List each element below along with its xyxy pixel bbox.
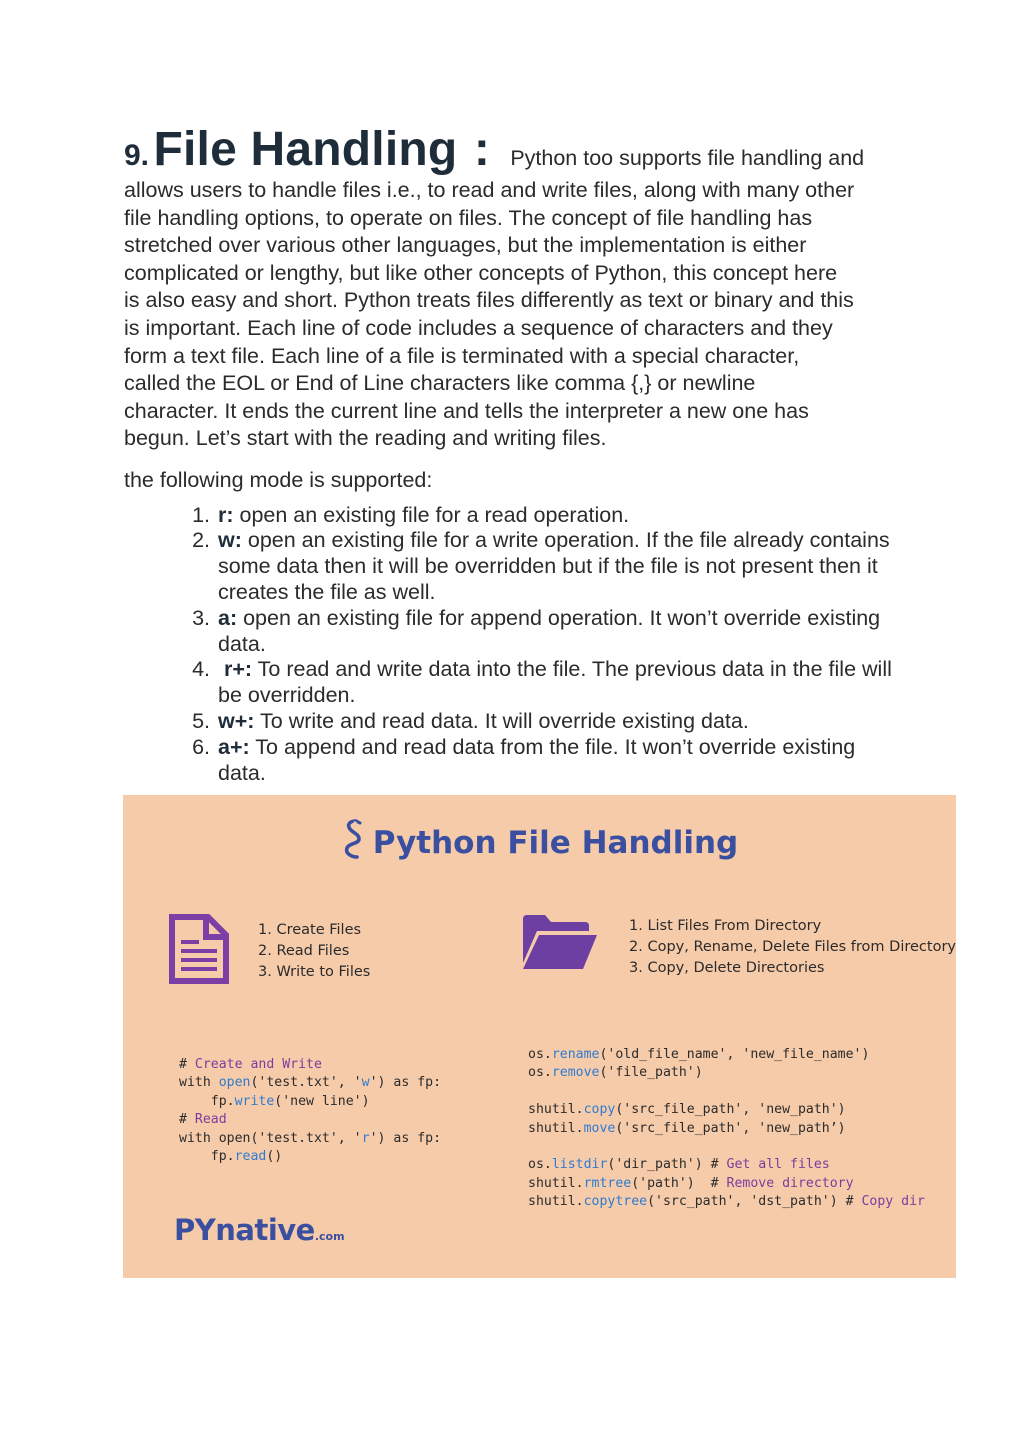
mode-key: r: <box>218 502 234 527</box>
list-item: 2. Copy, Rename, Delete Files from Directory <box>629 939 956 955</box>
python-logo-icon <box>341 817 365 869</box>
mode-description: open an existing file for append operation. It won’t override existing data. <box>218 605 881 656</box>
mode-key: r+: <box>218 657 253 682</box>
body-paragraph <box>124 177 904 453</box>
directory-features-list <box>629 916 956 979</box>
mode-description: To read and write data into the file. The previous data in the file will be overridden. <box>218 657 892 708</box>
paragraph-line: is also easy and short. Python treats files differently as text or binary and this <box>124 288 854 313</box>
list-item: 1. List Files From Directory <box>629 918 822 934</box>
mode-description: open an existing file for a read operation. <box>233 502 630 527</box>
paragraph-line: file handling options, to operate on files. The concept of file handling has <box>124 205 813 230</box>
list-item <box>216 528 904 605</box>
mode-key: a: <box>218 605 238 630</box>
pynative-logo <box>174 1213 345 1247</box>
file-features-list <box>258 920 370 983</box>
article-section <box>124 122 904 786</box>
section-title: File Handling <box>153 123 458 176</box>
list-item: 3. Copy, Delete Directories <box>629 960 825 976</box>
modes-intro: the following mode is supported: <box>124 467 433 492</box>
list-item <box>216 735 904 787</box>
mode-description: To append and read data from the file. It won’t override existing data. <box>218 734 856 785</box>
list-item: 2. Read Files <box>258 943 350 959</box>
brand-suffix: .com <box>314 1230 345 1243</box>
section-number: 9. <box>124 139 150 172</box>
brand-name: PYnative <box>174 1213 315 1247</box>
paragraph-line: form a text file. Each line of a file is terminated with a special character, <box>124 343 800 368</box>
infographic-title <box>123 817 956 869</box>
list-item: 1. Create Files <box>258 922 362 938</box>
paragraph-line: stretched over various other languages, but the implementation is either <box>124 233 807 258</box>
list-item: 3. Write to Files <box>258 964 371 980</box>
section-heading <box>124 122 904 177</box>
mode-key: a+: <box>218 734 250 759</box>
paragraph-line: begun. Let’s start with the reading and writing files. <box>124 426 607 451</box>
paragraph-line: allows users to handle files i.e., to read and write files, along with many other <box>124 178 855 202</box>
paragraph-line: character. It ends the current line and tells the interpreter a new one has <box>124 398 809 423</box>
heading-lead-text: Python too supports file handling and <box>510 146 865 170</box>
mode-description: To write and read data. It will override existing data. <box>254 708 749 733</box>
heading-colon: : <box>473 123 490 176</box>
paragraph-line: complicated or lengthy, but like other concepts of Python, this concept here <box>124 260 838 285</box>
code-snippet-os-shutil: os.rename('old_file_name', 'new_file_name') os.remove('file_path') shutil.copy('src_file_path', 'new_path') shutil.move('src_file_path', 'new_path’) os.listdir('dir_path') # Get all files shutil.rmtree('path') # Remove directory shutil.copytree('src_path', 'dst_path') # Copy dir <box>528 1047 926 1210</box>
mode-key: w+: <box>218 708 255 733</box>
list-item <box>216 503 904 529</box>
paragraph-line: is important. Each line of code includes a sequence of characters and they <box>124 315 833 340</box>
folder-icon <box>521 913 599 976</box>
document-icon <box>168 913 230 990</box>
list-item <box>216 657 904 709</box>
paragraph-line: called the EOL or End of Line characters like comma {,} or newline <box>124 371 756 396</box>
list-item <box>216 606 904 658</box>
mode-description: open an existing file for a write operation. If the file already contains some data then it will be overridden but if the file is not present then it creates the file as well. <box>218 528 890 604</box>
list-item <box>216 709 904 735</box>
python-file-handling-infographic <box>123 795 956 1278</box>
mode-key: w: <box>218 528 242 553</box>
code-snippet-create-read: # Create and Write with open('test.txt', 'w') as fp: fp.write('new line') # Read with open('test.txt', 'r') as fp: fp.read() <box>179 1057 442 1165</box>
modes-list <box>124 503 904 787</box>
infographic-title-text: Python File Handling <box>372 825 739 861</box>
